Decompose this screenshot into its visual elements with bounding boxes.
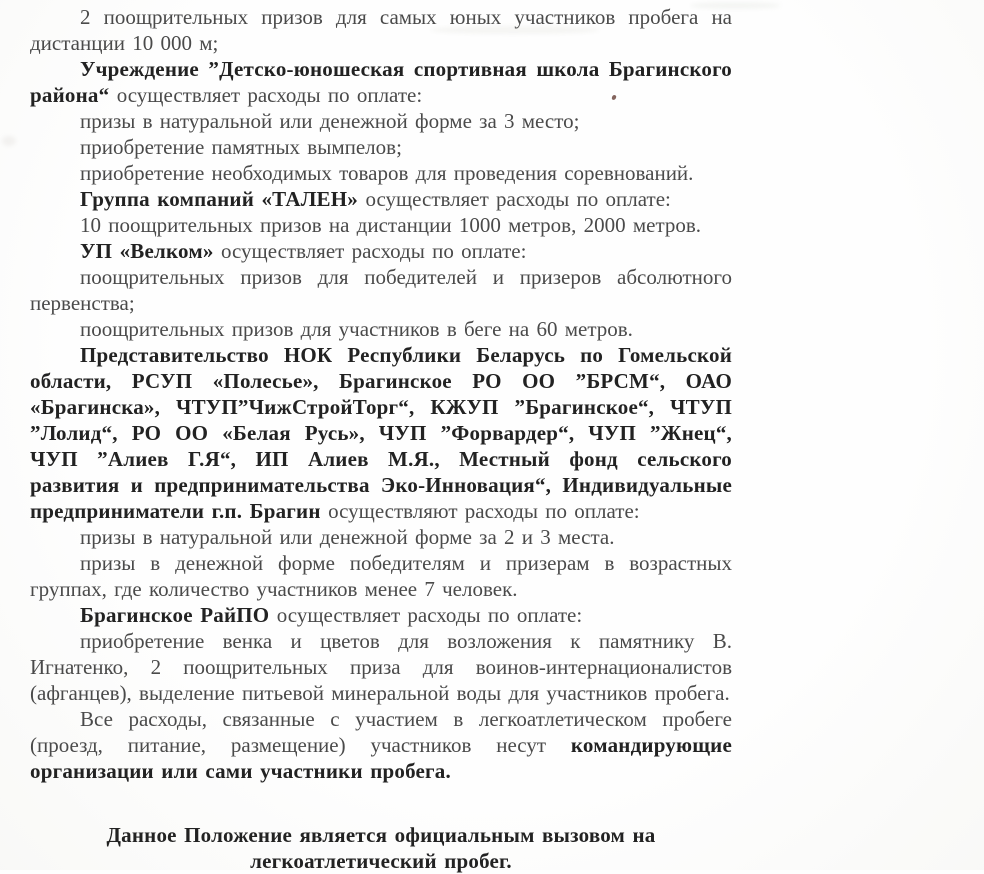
scan-smudge [430, 26, 600, 34]
document-text [30, 4, 732, 874]
paragraph [30, 56, 732, 108]
paragraph [30, 550, 732, 602]
bold-text-run: Брагинское РайПО [80, 603, 277, 627]
text-run: призы в денежной форме победителям и призерам в возрастных группах, где количество участников менее 7 человек. [30, 551, 732, 601]
paragraph [30, 134, 732, 160]
bold-text-run: Данное Положение является официальным вызовом на [106, 823, 656, 847]
text-run: осуществляют расходы по оплате: [328, 499, 640, 523]
paragraph [30, 342, 732, 524]
text-run: осуществляет расходы по оплате: [220, 239, 527, 263]
closing-statement [30, 822, 732, 874]
text-run: призы в натуральной или денежной форме за 2 и 3 места. [80, 525, 615, 549]
paragraph [30, 264, 732, 316]
paragraph [30, 628, 732, 706]
bold-text-run: Учреждение ”Детско-юношеская спортивная школа Брагинского района“ [30, 57, 732, 107]
bold-text-run: Группа компаний «ТАЛЕН» [80, 187, 366, 211]
paragraph [30, 316, 732, 342]
bold-text-run: легкоатлетический пробег. [250, 849, 512, 873]
text-run: приобретение венка и цветов для возложения к памятнику В. Игнатенко, 2 поощрительных приза для воинов-интернационалистов (афганцев), выделение питьевой минеральной воды для участников пробега. [30, 629, 732, 705]
text-run: осуществляет расходы по оплате: [365, 187, 671, 211]
text-run: осуществляет расходы по оплате: [116, 83, 423, 107]
scan-smudge [690, 2, 780, 9]
text-run: осуществляет расходы по оплате: [276, 603, 583, 627]
paragraph [30, 212, 732, 238]
scan-smudge [2, 136, 16, 146]
paragraph [30, 108, 732, 134]
text-run: поощрительных призов для участников в беге на 60 метров. [80, 317, 633, 341]
text-run: 2 поощрительных призов для самых юных участников пробега на дистанции 10 000 м; [30, 5, 732, 55]
text-run: поощрительных призов для победителей и призеров абсолютного первенства; [30, 265, 732, 315]
text-run: приобретение необходимых товаров для проведения соревнований. [80, 161, 694, 185]
bold-text-run: УП «Велком» [80, 239, 221, 263]
text-run: приобретение памятных вымпелов; [80, 135, 402, 159]
text-run: Все расходы, связанные с участием в легкоатлетическом пробеге (проезд, питание, размещение) участников несут [30, 707, 732, 757]
paragraph [30, 4, 732, 56]
paragraph [30, 524, 732, 550]
bold-text-run: командирующие организации или сами участники пробега. [30, 733, 732, 783]
text-run: призы в натуральной или денежной форме за 3 место; [80, 109, 580, 133]
bold-text-run: Представительство НОК Республики Беларусь по Гомельской области, РСУП «Полесье», Брагинское РО ОО ”БРСМ“, ОАО «Брагинска», ЧТУП”ЧижСтройТорг“, КЖУП ”Брагинское“, ЧТУП ”Лолид“, РО ОО «Белая Русь», ЧУП ”Форвардер“, ЧУП ”Жнец“, ЧУП ”Алиев Г.Я“, ИП Алиев М.Я., Местный фонд сельского развития и предпринимательства Эко-Инновация“, Индивидуальные предприниматели г.п. Брагин [30, 343, 732, 523]
text-run: 10 поощрительных призов на дистанции 1000 метров, 2000 метров. [80, 213, 702, 237]
paragraph [30, 186, 732, 212]
paragraph [30, 706, 732, 784]
paragraph [30, 238, 732, 264]
paragraph [30, 602, 732, 628]
paragraph [30, 160, 732, 186]
